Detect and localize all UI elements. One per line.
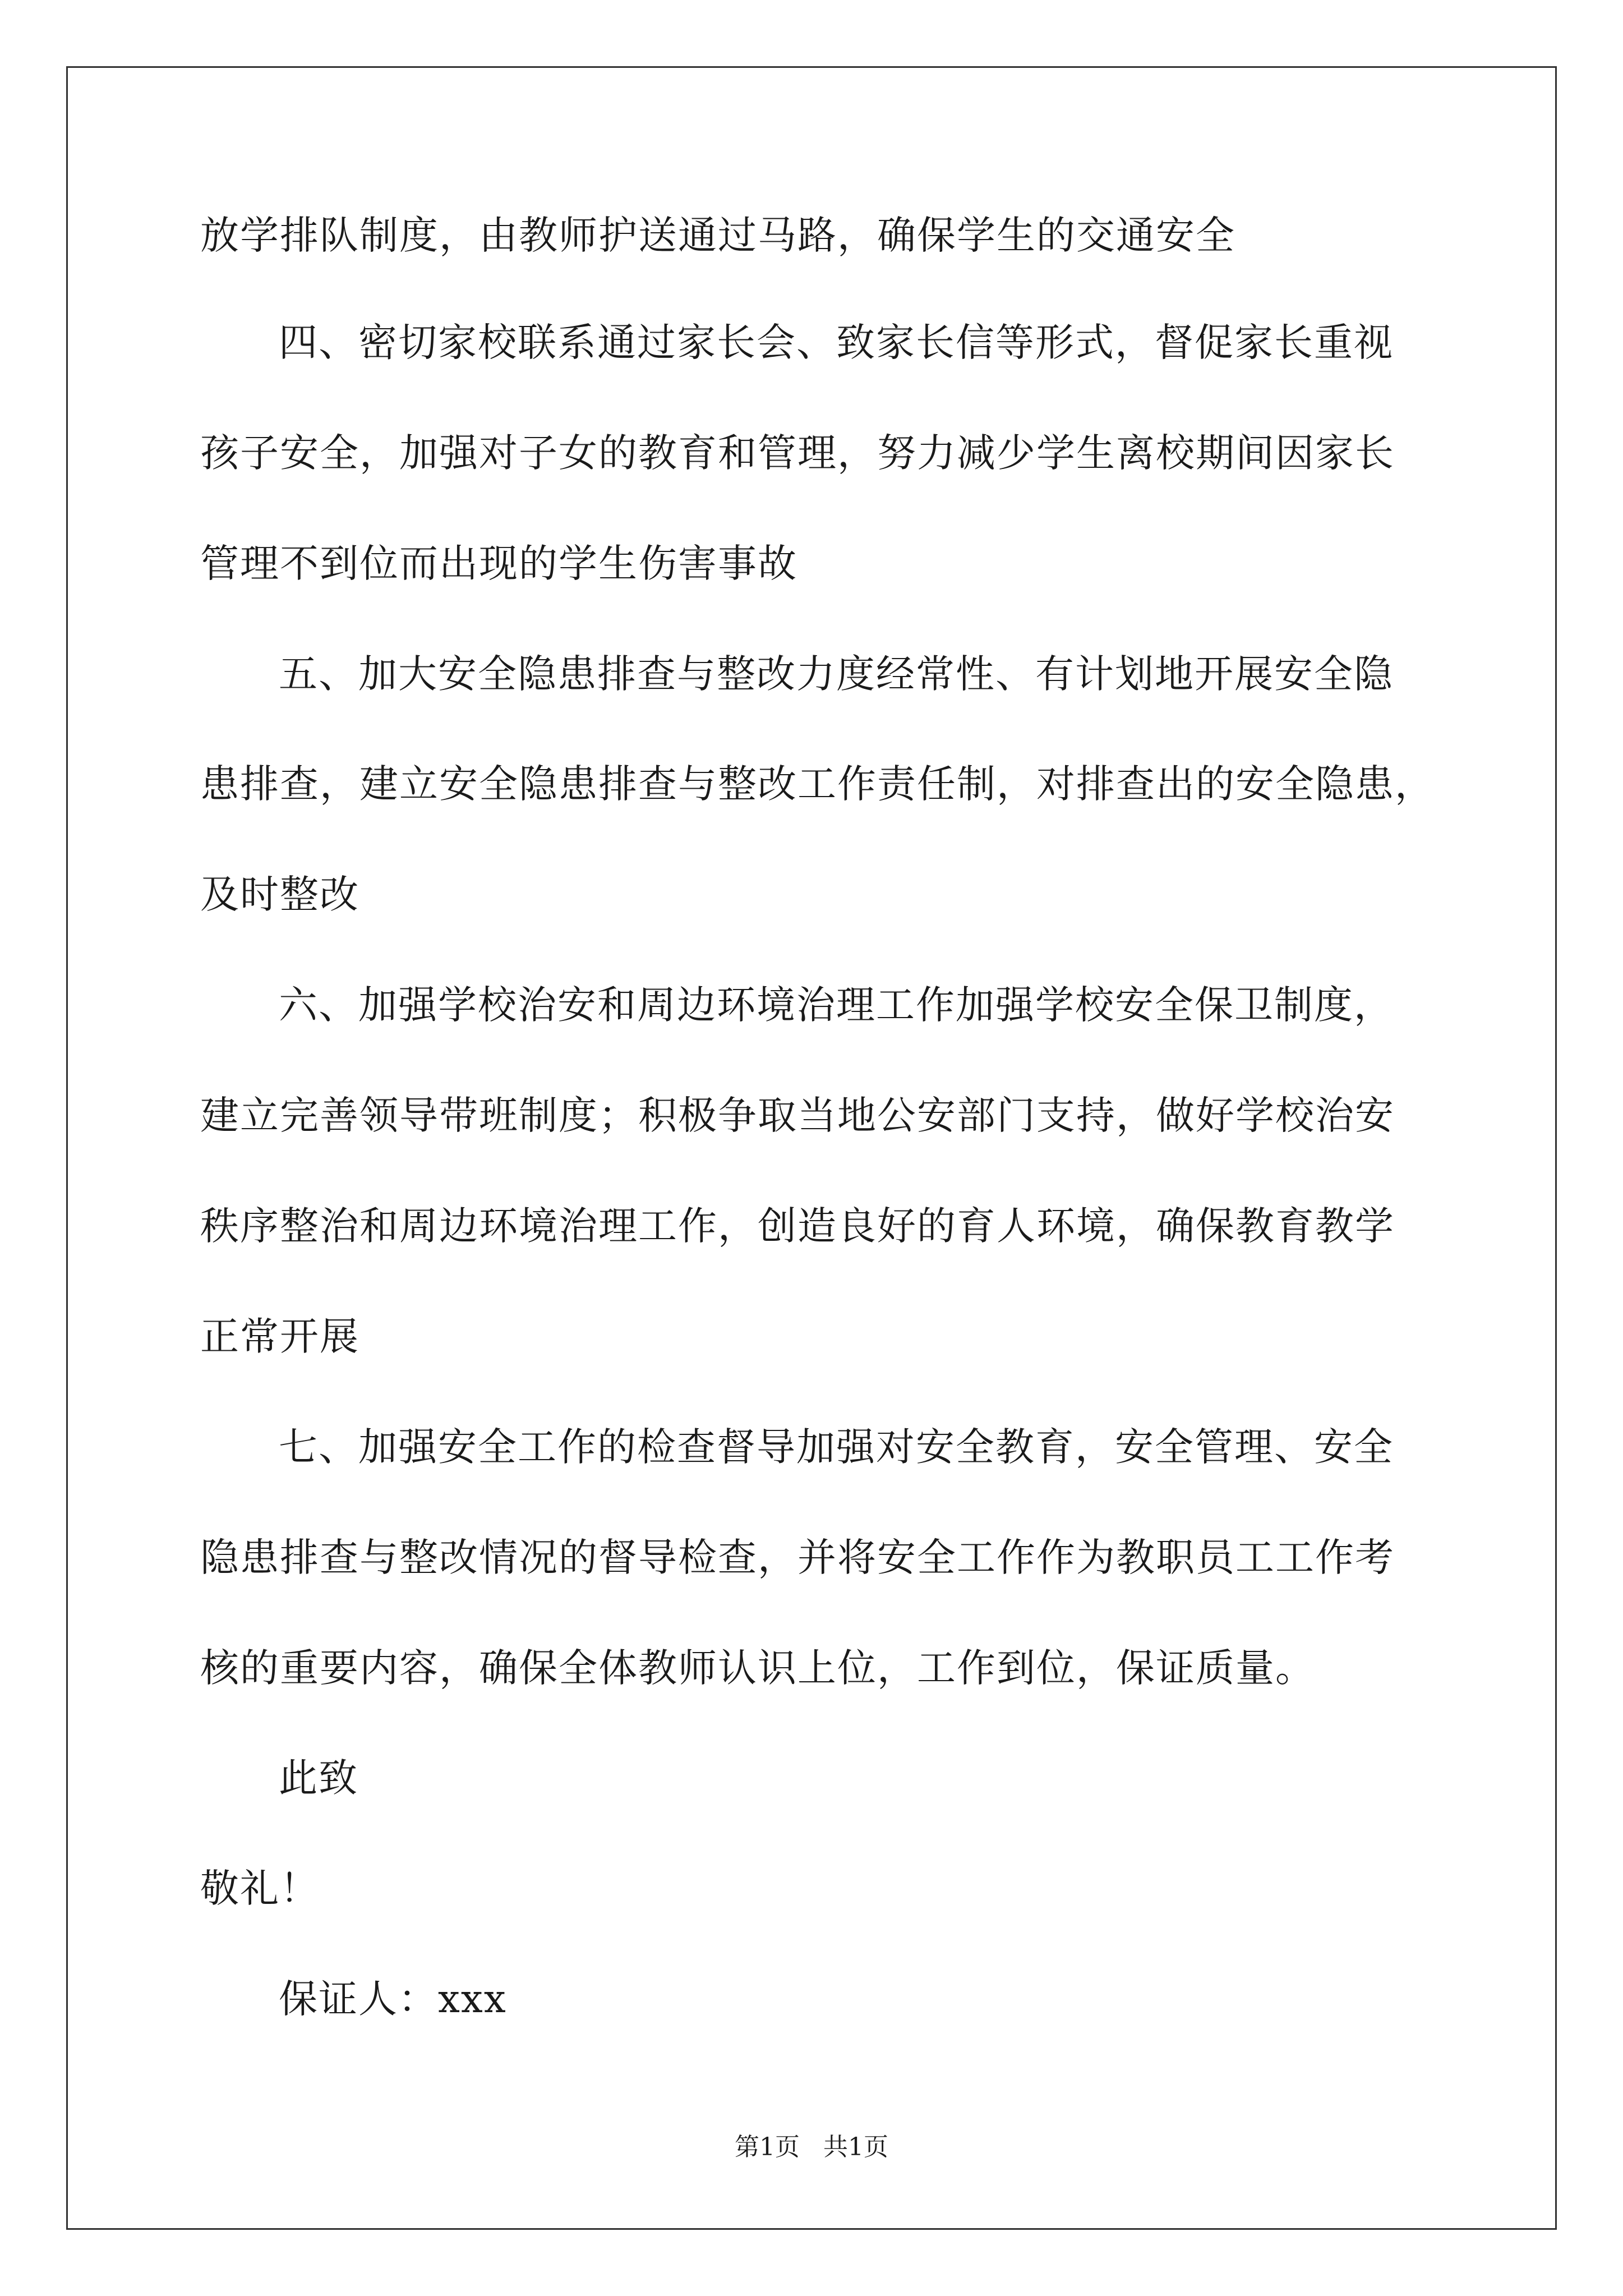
paragraph-seven-start: 七、加强安全工作的检查督导加强对安全教育，安全管理、安全	[279, 1425, 1394, 1470]
text-line: 建立完善领导带班制度；积极争取当地公安部门支持，做好学校治安	[200, 1093, 1395, 1138]
text-line: 隐患排查与整改情况的督导检查，并将安全工作作为教职员工工作考	[200, 1535, 1395, 1580]
closing-salutation: 此致	[279, 1756, 358, 1801]
closing-regards: 敬礼！	[200, 1866, 320, 1911]
paragraph-six-start: 六、加强学校治安和周边环境治理工作加强学校安全保卫制度，	[279, 983, 1394, 1028]
text-line: 患排查，建立安全隐患排查与整改工作责任制，对排查出的安全隐患，	[200, 762, 1435, 807]
text-line: 放学排队制度，由教师护送通过马路，确保学生的交通安全	[200, 213, 1235, 258]
paragraph-five-start: 五、加大安全隐患排查与整改力度经常性、有计划地开展安全隐	[279, 652, 1394, 697]
text-line: 管理不到位而出现的学生伤害事故	[200, 541, 797, 586]
text-line: 正常开展	[200, 1314, 359, 1359]
page-number-footer: 第1页 共1页	[735, 2133, 888, 2161]
text-line: 孩子安全，加强对子女的教育和管理，努力减少学生离校期间因家长	[200, 431, 1395, 476]
paragraph-four-start: 四、密切家校联系通过家长会、致家长信等形式，督促家长重视	[279, 320, 1394, 365]
text-line: 核的重要内容，确保全体教师认识上位，工作到位，保证质量。	[200, 1646, 1315, 1691]
text-line: 及时整改	[200, 872, 359, 917]
guarantor-signature: 保证人：xxx	[279, 1977, 507, 2022]
text-line: 秩序整治和周边环境治理工作，创造良好的育人环境，确保教育教学	[200, 1204, 1395, 1249]
